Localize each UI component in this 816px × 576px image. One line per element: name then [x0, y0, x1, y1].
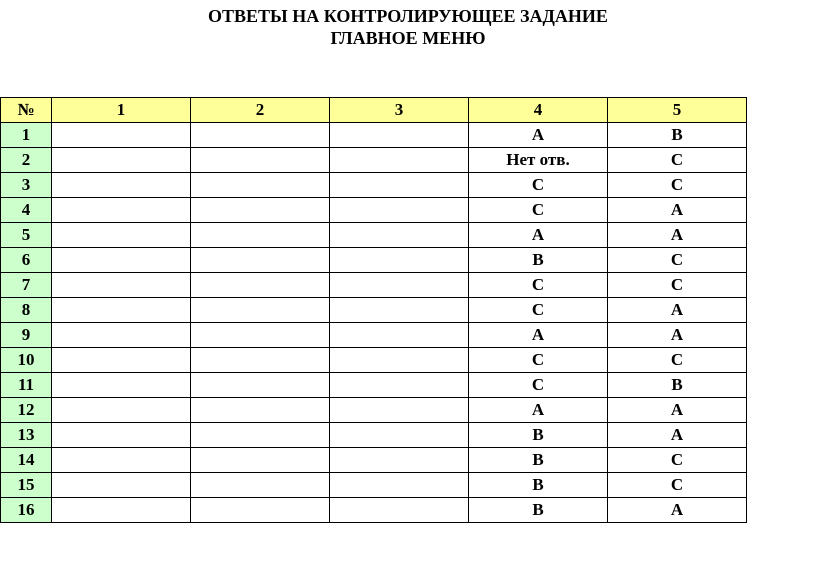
table-row: [1, 223, 747, 248]
answer-cell-1: [52, 473, 191, 498]
answer-cell-5: B: [608, 123, 747, 148]
answer-cell-4: C: [469, 173, 608, 198]
row-number-cell: 15: [1, 473, 52, 498]
header-cell-5: 5: [608, 98, 747, 123]
table-row: [1, 473, 747, 498]
header-row: [1, 98, 747, 123]
answer-cell-2: [191, 398, 330, 423]
answer-cell-2: [191, 173, 330, 198]
answer-cell-5: A: [608, 498, 747, 523]
table-row: [1, 198, 747, 223]
answer-cell-3: [330, 273, 469, 298]
answer-cell-3: [330, 148, 469, 173]
answer-cell-4: A: [469, 123, 608, 148]
document-subtitle: ГЛАВНОЕ МЕНЮ: [330, 28, 486, 48]
row-number-cell: 8: [1, 298, 52, 323]
answer-cell-3: [330, 373, 469, 398]
answer-cell-1: [52, 298, 191, 323]
answer-cell-1: [52, 223, 191, 248]
answer-cell-3: [330, 348, 469, 373]
table-row: [1, 273, 747, 298]
answer-cell-2: [191, 348, 330, 373]
row-number-cell: 16: [1, 498, 52, 523]
answer-cell-5: A: [608, 223, 747, 248]
answer-cell-1: [52, 323, 191, 348]
answer-cell-4: B: [469, 248, 608, 273]
answer-cell-2: [191, 423, 330, 448]
answer-cell-2: [191, 198, 330, 223]
table-row: [1, 323, 747, 348]
answer-cell-2: [191, 298, 330, 323]
row-number-cell: 1: [1, 123, 52, 148]
answer-cell-2: [191, 273, 330, 298]
answer-cell-1: [52, 348, 191, 373]
answer-cell-3: [330, 223, 469, 248]
answer-cell-2: [191, 323, 330, 348]
row-number-cell: 10: [1, 348, 52, 373]
table-row: [1, 373, 747, 398]
answer-cell-1: [52, 423, 191, 448]
answer-cell-1: [52, 448, 191, 473]
answer-cell-3: [330, 473, 469, 498]
answer-cell-2: [191, 123, 330, 148]
answer-cell-4: A: [469, 323, 608, 348]
header-cell-1: 1: [52, 98, 191, 123]
answer-cell-4: Нет отв.: [469, 148, 608, 173]
answer-cell-4: C: [469, 198, 608, 223]
answer-cell-3: [330, 123, 469, 148]
answer-cell-2: [191, 148, 330, 173]
answer-cell-5: A: [608, 323, 747, 348]
table-row: [1, 123, 747, 148]
answer-cell-5: B: [608, 373, 747, 398]
answer-cell-4: B: [469, 423, 608, 448]
row-number-cell: 7: [1, 273, 52, 298]
answer-cell-4: C: [469, 273, 608, 298]
row-number-cell: 3: [1, 173, 52, 198]
table-row: [1, 348, 747, 373]
row-number-cell: 4: [1, 198, 52, 223]
answer-cell-5: C: [608, 273, 747, 298]
answer-cell-5: A: [608, 398, 747, 423]
answer-cell-3: [330, 198, 469, 223]
row-number-cell: 13: [1, 423, 52, 448]
answer-cell-1: [52, 123, 191, 148]
answer-cell-5: C: [608, 448, 747, 473]
answer-cell-3: [330, 398, 469, 423]
answer-cell-1: [52, 373, 191, 398]
answer-cell-4: A: [469, 223, 608, 248]
header-cell-3: 3: [330, 98, 469, 123]
document-title: ОТВЕТЫ НА КОНТРОЛИРУЮЩЕЕ ЗАДАНИЕ: [208, 6, 608, 26]
table-row: [1, 298, 747, 323]
answer-cell-4: B: [469, 473, 608, 498]
answer-cell-2: [191, 473, 330, 498]
table-row: [1, 173, 747, 198]
answer-cell-4: A: [469, 398, 608, 423]
row-number-cell: 12: [1, 398, 52, 423]
answer-cell-3: [330, 423, 469, 448]
answer-cell-5: A: [608, 423, 747, 448]
row-number-cell: 14: [1, 448, 52, 473]
table-row: [1, 448, 747, 473]
answer-cell-5: C: [608, 148, 747, 173]
answer-cell-2: [191, 248, 330, 273]
table-row: [1, 498, 747, 523]
answer-cell-5: C: [608, 348, 747, 373]
answer-cell-3: [330, 323, 469, 348]
answer-cell-3: [330, 498, 469, 523]
answer-cell-3: [330, 173, 469, 198]
answer-cell-2: [191, 448, 330, 473]
answer-cell-3: [330, 448, 469, 473]
row-number-cell: 9: [1, 323, 52, 348]
table-row: [1, 423, 747, 448]
table-body: [1, 123, 747, 523]
row-number-cell: 5: [1, 223, 52, 248]
answer-cell-4: C: [469, 298, 608, 323]
answer-cell-1: [52, 248, 191, 273]
row-number-cell: 11: [1, 373, 52, 398]
header-cell-2: 2: [191, 98, 330, 123]
header-cell-4: 4: [469, 98, 608, 123]
table-row: [1, 148, 747, 173]
answer-cell-4: B: [469, 448, 608, 473]
answer-cell-5: C: [608, 248, 747, 273]
answer-cell-5: C: [608, 473, 747, 498]
answer-cell-3: [330, 248, 469, 273]
answer-cell-5: A: [608, 298, 747, 323]
header-cell-number: №: [1, 98, 52, 123]
row-number-cell: 2: [1, 148, 52, 173]
answer-cell-5: A: [608, 198, 747, 223]
answer-cell-1: [52, 198, 191, 223]
table-row: [1, 248, 747, 273]
answer-cell-1: [52, 148, 191, 173]
answer-cell-2: [191, 498, 330, 523]
row-number-cell: 6: [1, 248, 52, 273]
answer-cell-4: C: [469, 373, 608, 398]
answer-cell-1: [52, 398, 191, 423]
answer-cell-4: B: [469, 498, 608, 523]
answers-table: [0, 97, 747, 523]
answer-cell-1: [52, 498, 191, 523]
answer-cell-2: [191, 223, 330, 248]
answer-cell-1: [52, 273, 191, 298]
answer-cell-5: C: [608, 173, 747, 198]
answer-cell-1: [52, 173, 191, 198]
answer-cell-4: C: [469, 348, 608, 373]
answer-cell-2: [191, 373, 330, 398]
answer-cell-3: [330, 298, 469, 323]
table-row: [1, 398, 747, 423]
